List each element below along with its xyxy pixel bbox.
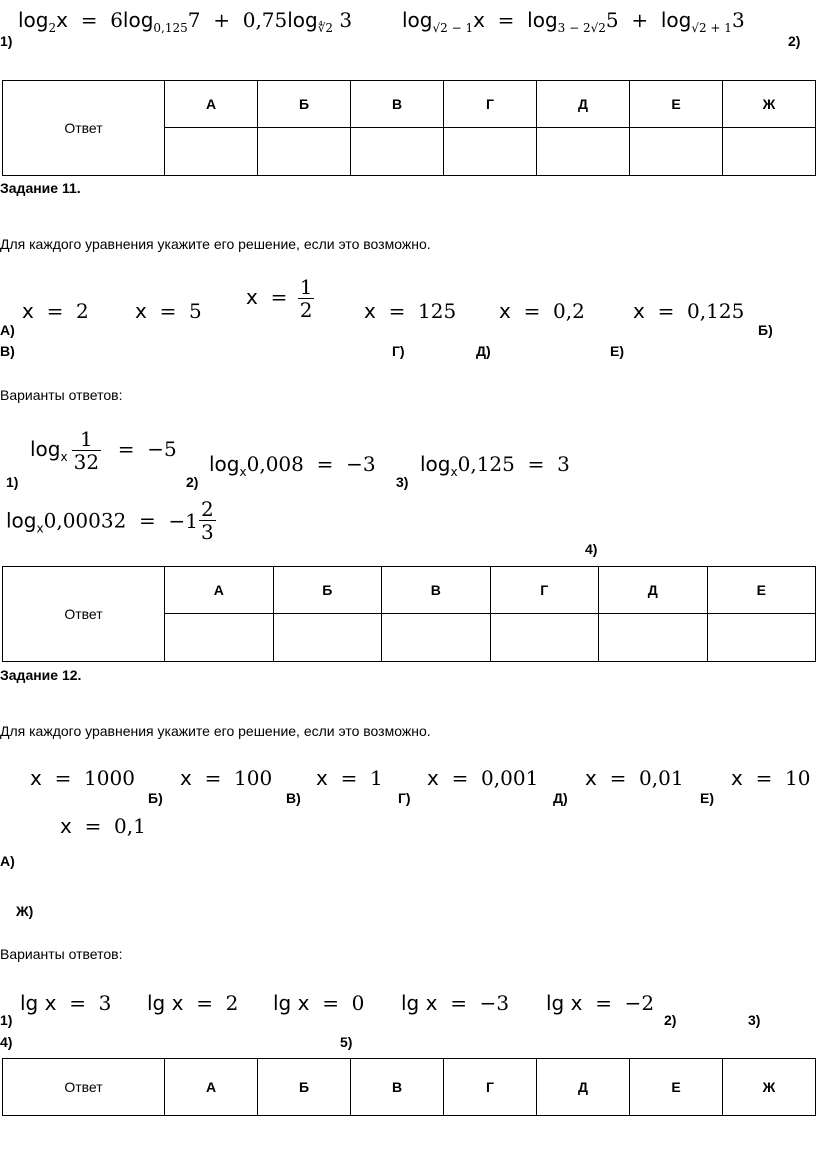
task-12-variant-label-5: 5) (340, 1034, 353, 1050)
col-header: Ж (723, 1059, 816, 1116)
answer-cell[interactable] (707, 614, 816, 662)
answer-cell[interactable] (723, 128, 816, 176)
task-11-instruction: Для каждого уравнения укажите его решение, если это возможно. (0, 236, 431, 252)
task-11-variant-label-2: 2) (186, 474, 199, 490)
task-12-variant-4: lg x = −3 (401, 991, 510, 1015)
answer-cell[interactable] (351, 128, 444, 176)
task-11-variant-1: $\log_x$ $\frac{1}{32}$ = −5 (30, 427, 177, 474)
task-12-variants-heading: Варианты ответов: (0, 946, 123, 962)
task-12-label-d: Д) (553, 790, 568, 806)
task-12-option-a: x = 1000 (30, 766, 135, 790)
task-11-label-d: Д) (476, 343, 491, 359)
answer-cell[interactable] (258, 128, 351, 176)
equation-2: $\log_{√2 - 1}x = \log_{3 - 2√2}5 + \log_{√2 + 1}3$ (402, 8, 745, 35)
task-11-label-e: Е) (610, 343, 624, 359)
task-11-option-e: x = 0,125 (633, 299, 745, 323)
answer-label: Ответ (3, 1059, 165, 1116)
col-header: Е (630, 81, 723, 128)
task-11-variant-label-4: 4) (585, 541, 598, 557)
answer-cell[interactable] (630, 128, 723, 176)
col-header: Д (537, 81, 630, 128)
task-12-variant-2: lg x = 2 (147, 991, 239, 1015)
task-12-label-zh: Ж) (16, 903, 34, 919)
equation-2-label: 2) (788, 33, 801, 49)
col-header: Б (258, 1059, 351, 1116)
col-header: А (165, 567, 274, 614)
task-12-label-a: А) (0, 853, 15, 869)
col-header: Г (490, 567, 599, 614)
col-header: В (351, 81, 444, 128)
col-header: Б (258, 81, 351, 128)
task-11-title: Задание 11. (0, 180, 81, 196)
answer-cell[interactable] (382, 614, 491, 662)
task-11-variant-label-3: 3) (396, 474, 409, 490)
answer-table-2 (2, 566, 816, 662)
answer-cell[interactable] (490, 614, 599, 662)
col-header: Е (630, 1059, 723, 1116)
col-header: А (165, 1059, 258, 1116)
task-11-variant-label-1: 1) (6, 474, 19, 490)
col-header: В (382, 567, 491, 614)
col-header: В (351, 1059, 444, 1116)
task-11-variant-2: $\log_x0,008 = -3$ (209, 452, 376, 479)
task-12-variant-label-4: 4) (0, 1034, 13, 1050)
task-11-option-d: x = 0,2 (499, 299, 585, 323)
task-12-option-d: x = 0,01 (585, 766, 684, 790)
equation-1: $\log_2x = 6\log_{0,125}7 + 0,75\log_{∜2}$ 3 (18, 8, 353, 35)
task-12-instruction: Для каждого уравнения укажите его решение, если это возможно. (0, 723, 431, 739)
answer-label: Ответ (3, 81, 165, 176)
col-header: Е (707, 567, 816, 614)
task-11-option-a: x = 2 (22, 299, 89, 323)
task-12-variant-label-2: 2) (664, 1012, 677, 1028)
task-12-label-e: Е) (700, 790, 714, 806)
task-11-variants-heading: Варианты ответов: (0, 387, 123, 403)
equation-1-label: 1) (0, 33, 13, 49)
col-header: А (165, 81, 258, 128)
task-11-option-b: x = 5 (135, 299, 202, 323)
task-12-option-g: x = 0,001 (427, 766, 539, 790)
col-header: Ж (723, 81, 816, 128)
answer-cell[interactable] (444, 128, 537, 176)
answer-cell[interactable] (165, 614, 274, 662)
answer-cell[interactable] (537, 128, 630, 176)
task-12-option-v: x = 1 (316, 766, 383, 790)
task-11-label-g: Г) (392, 343, 405, 359)
task-12-variant-3: lg x = 0 (273, 991, 365, 1015)
task-12-label-g: Г) (398, 790, 411, 806)
task-12-label-b: Б) (148, 790, 163, 806)
task-11-label-a: А) (0, 322, 15, 338)
task-12-label-v: В) (286, 790, 301, 806)
answer-table-1 (2, 80, 816, 176)
answer-cell[interactable] (273, 614, 382, 662)
col-header: Г (444, 81, 537, 128)
task-11-variant-3: $\log_x0,125 = 3$ (420, 452, 570, 479)
answer-table-3 (2, 1058, 816, 1116)
task-12-option-b: x = 100 (180, 766, 273, 790)
answer-cell[interactable] (165, 128, 258, 176)
task-12-variant-1: lg x = 3 (20, 991, 112, 1015)
col-header: Д (537, 1059, 630, 1116)
answer-cell[interactable] (599, 614, 708, 662)
task-12-variant-label-3: 3) (748, 1012, 761, 1028)
task-12-option-e: x = 10 (731, 766, 811, 790)
col-header: Д (599, 567, 708, 614)
task-12-option-zh: x = 0,1 (60, 814, 146, 838)
task-11-variant-4: $\log_x0,00032$ = −1 $\frac{2}{3}$ (6, 497, 214, 544)
answer-label: Ответ (3, 567, 165, 662)
task-12-variant-label-1: 1) (0, 1012, 13, 1028)
task-11-option-g: x = 125 (364, 299, 457, 323)
col-header: Г (444, 1059, 537, 1116)
col-header: Б (273, 567, 382, 614)
task-11-label-v: В) (0, 343, 15, 359)
task-12-variant-5: lg x = −2 (546, 991, 655, 1015)
task-12-title: Задание 12. (0, 667, 82, 683)
task-11-option-v: x = $\frac{1}{2}$ (246, 275, 313, 322)
task-11-label-b: Б) (758, 322, 773, 338)
